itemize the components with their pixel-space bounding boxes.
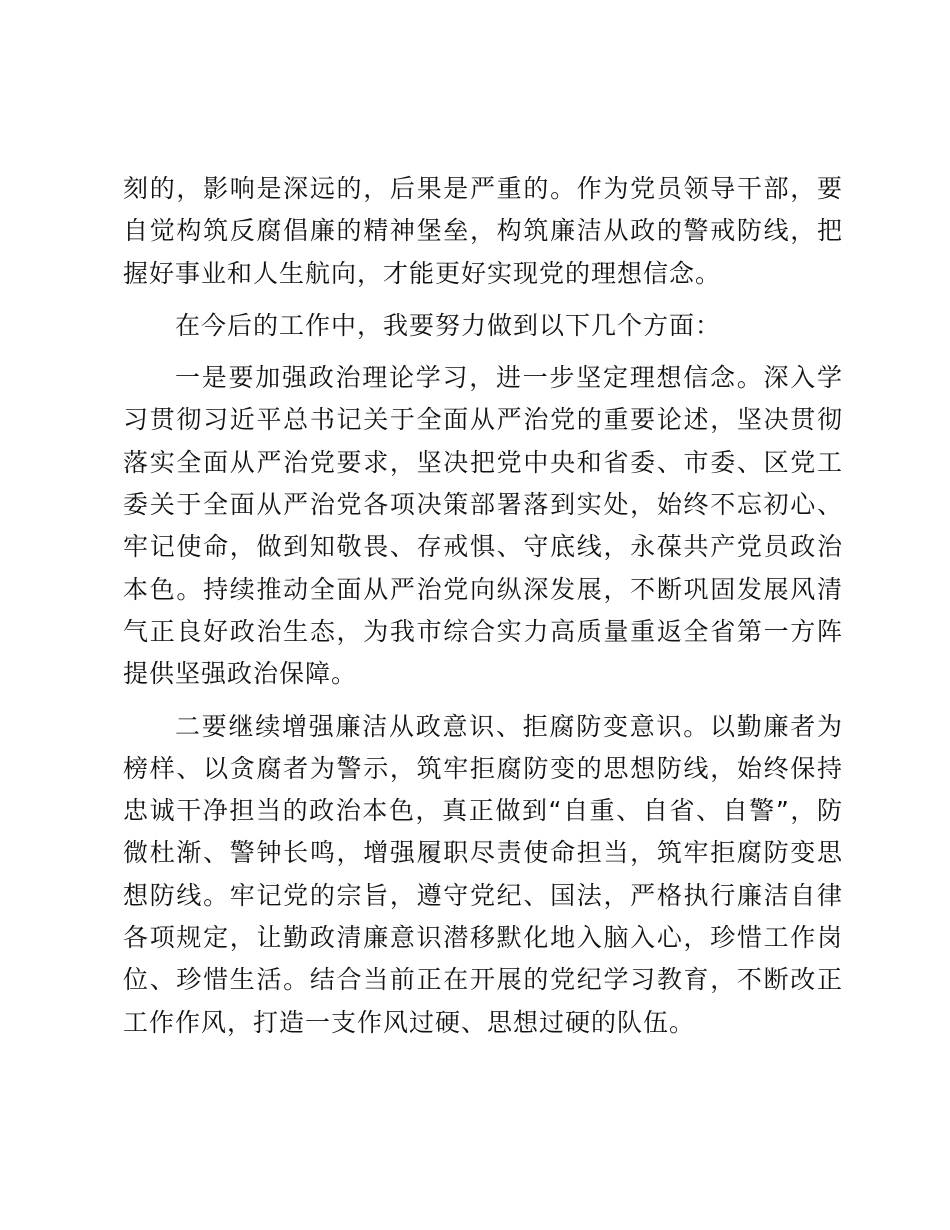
paragraph-intro: 在今后的工作中，我要努力做到以下几个方面：: [175, 310, 722, 340]
paragraph-point-two: 二要继续增强廉洁从政意识、拒腐防变意识。以勤廉者为榜样、以贪腐者为警示，筑牢拒腐防变的思想防线，始终保持忠诚干净担当的政治本色，真正做到“自重、自省、自警”，防微杜渐、警钟长鸣，增强履职尽责使命担当，筑牢拒腐防变思想防线。牢记党的宗旨，遵守党纪、国法，严格执行廉洁自律各项规定，让勤政清廉意识潜移默化地入脑入心，珍惜工作岗位、珍惜生活。结合当前正在开展的党纪学习教育，不断改正工作作风，打造一支作风过硬、思想过硬的队伍。: [123, 711, 843, 1037]
paragraph-point-one: 一是要加强政治理论学习，进一步坚定理想信念。深入学习贯彻习近平总书记关于全面从严治党的重要论述，坚决贯彻落实全面从严治党要求，坚决把党中央和省委、市委、区党工委关于全面从严治党各项决策部署落到实处，始终不忘初心、牢记使命，做到知敬畏、存戒惧、守底线，永葆共产党员政治本色。持续推动全面从严治党向纵深发展，不断巩固发展风清气正良好政治生态，为我市综合实力高质量重返全省第一方阵提供坚强政治保障。: [123, 363, 843, 689]
paragraph-continuation: 刻的，影响是深远的，后果是严重的。作为党员领导干部，要自觉构筑反腐倡廉的精神堡垒，构筑廉洁从政的警戒防线，把握好事业和人生航向，才能更好实现党的理想信念。: [123, 174, 843, 288]
document-body: [123, 168, 843, 1054]
